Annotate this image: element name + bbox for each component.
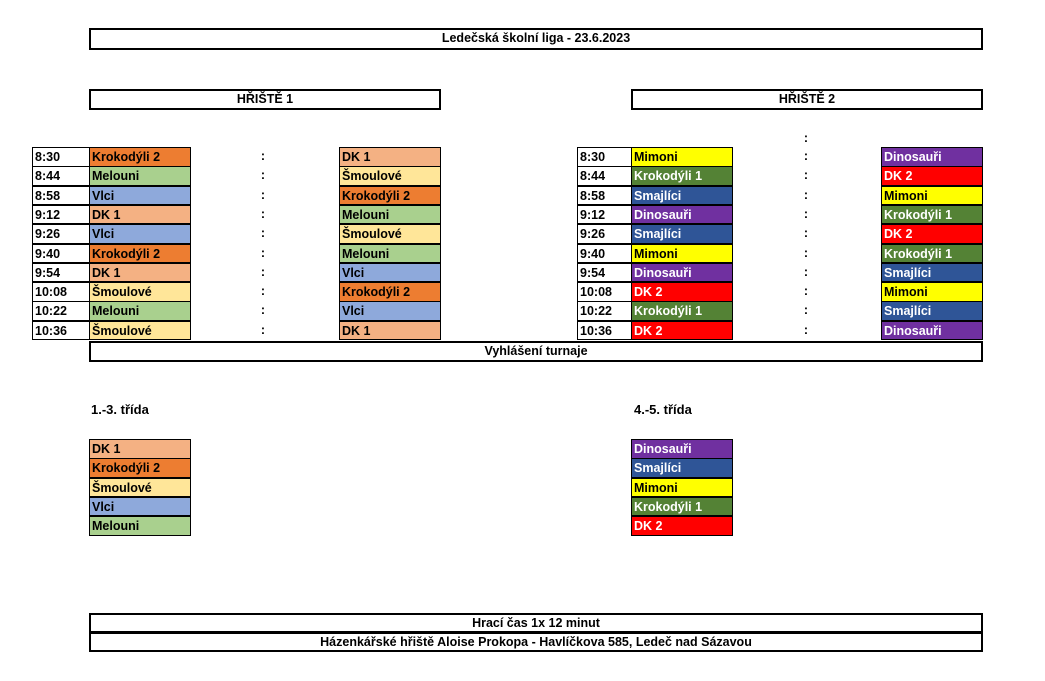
field1-match-separator: : [260, 206, 266, 221]
page-title: Ledečská školní liga - 23.6.2023 [89, 28, 983, 50]
field2-match-separator: : [803, 264, 809, 279]
field2-match-away-team: Mimoni [881, 282, 983, 302]
field1-match-away-team: Šmoulové [339, 166, 441, 186]
field2-match-time: 8:30 [577, 147, 635, 167]
group1-team: DK 1 [89, 439, 191, 459]
field2-match-separator: : [803, 149, 809, 163]
field1-match-home-team: Melouni [89, 301, 191, 321]
field1-match-time: 8:58 [32, 186, 90, 206]
field1-header: HŘIŠTĚ 1 [89, 89, 441, 110]
group1-team: Šmoulové [89, 478, 191, 498]
field2-match-away-team: Krokodýli 1 [881, 205, 983, 225]
field2-match-separator: : [803, 284, 809, 299]
field1-match-away-team: Šmoulové [339, 224, 441, 244]
field1-match-time: 10:22 [32, 301, 90, 321]
field1-match-separator: : [260, 187, 266, 202]
group1-team: Vlci [89, 497, 191, 517]
field2-match-time: 8:58 [577, 186, 635, 206]
field2-match-home-team: Mimoni [631, 147, 733, 167]
group2-team: Mimoni [631, 478, 733, 498]
field1-match-home-team: Šmoulové [89, 282, 191, 302]
field1-match-away-team: Krokodýli 2 [339, 282, 441, 302]
field1-match-home-team: Melouni [89, 166, 191, 186]
field1-match-home-team: DK 1 [89, 263, 191, 283]
group2-team: Dinosauři [631, 439, 733, 459]
field1-match-away-team: Vlci [339, 263, 441, 283]
field2-match-time: 9:12 [577, 205, 635, 225]
group1-title: 1.-3. třída [91, 402, 149, 417]
field2-match-home-team: Dinosauři [631, 263, 733, 283]
field2-header: HŘIŠTĚ 2 [631, 89, 983, 110]
field2-match-away-team: Smajlíci [881, 263, 983, 283]
venue-bar: Házenkářské hřiště Aloise Prokopa - Havlíčkova 585, Ledeč nad Sázavou [89, 632, 983, 652]
group2-team: Smajlíci [631, 458, 733, 478]
field2-match-away-team: Krokodýli 1 [881, 244, 983, 264]
field2-match-separator: : [803, 226, 809, 241]
field1-match-home-team: Krokodýli 2 [89, 244, 191, 264]
group2-team: DK 2 [631, 516, 733, 536]
field2-match-time: 9:54 [577, 263, 635, 283]
group1-team: Melouni [89, 516, 191, 536]
field1-match-home-team: DK 1 [89, 205, 191, 225]
field2-match-time: 8:44 [577, 166, 635, 186]
field1-match-away-team: Melouni [339, 244, 441, 264]
field2-match-away-team: Mimoni [881, 186, 983, 206]
field1-match-time: 8:30 [32, 147, 90, 167]
field1-match-home-team: Krokodýli 2 [89, 147, 191, 167]
field1-match-time: 10:36 [32, 321, 90, 341]
field2-match-away-team: Dinosauři [881, 147, 983, 167]
group2-title: 4.-5. třída [634, 402, 692, 417]
field1-match-time: 9:12 [32, 205, 90, 225]
play-time-bar: Hrací čas 1x 12 minut [89, 613, 983, 633]
field1-match-separator: : [260, 303, 266, 318]
field2-match-home-team: DK 2 [631, 282, 733, 302]
field2-match-separator: : [803, 187, 809, 202]
field1-match-home-team: Vlci [89, 186, 191, 206]
field1-match-away-team: Vlci [339, 301, 441, 321]
field1-match-time: 10:08 [32, 282, 90, 302]
field1-match-time: 8:44 [32, 166, 90, 186]
field1-match-home-team: Šmoulové [89, 321, 191, 341]
announcement-bar: Vyhlášení turnaje [89, 341, 983, 362]
field2-match-home-team: Smajlíci [631, 186, 733, 206]
field2-match-home-team: Dinosauři [631, 205, 733, 225]
field2-match-separator: : [803, 168, 809, 183]
field1-match-time: 9:40 [32, 244, 90, 264]
field1-match-separator: : [260, 264, 266, 279]
field1-match-away-team: Krokodýli 2 [339, 186, 441, 206]
field2-match-time: 10:36 [577, 321, 635, 341]
field1-match-separator: : [260, 226, 266, 241]
field1-match-separator: : [260, 168, 266, 183]
field2-match-home-team: Krokodýli 1 [631, 166, 733, 186]
group2-team: Krokodýli 1 [631, 497, 733, 517]
field2-match-separator: : [803, 322, 809, 337]
field2-match-home-team: Krokodýli 1 [631, 301, 733, 321]
field2-match-time: 9:40 [577, 244, 635, 264]
field2-match-home-team: Mimoni [631, 244, 733, 264]
field1-match-separator: : [260, 322, 266, 337]
field1-match-separator: : [260, 149, 266, 163]
field2-match-separator: : [803, 303, 809, 318]
field1-match-home-team: Vlci [89, 224, 191, 244]
field1-match-separator: : [260, 245, 266, 260]
field2-match-separator: : [803, 206, 809, 221]
field2-match-away-team: Dinosauři [881, 321, 983, 341]
field2-match-away-team: DK 2 [881, 224, 983, 244]
field1-match-away-team: Melouni [339, 205, 441, 225]
field2-match-away-team: DK 2 [881, 166, 983, 186]
field2-extra-separator: : [803, 131, 809, 145]
field2-match-time: 10:22 [577, 301, 635, 321]
group1-team: Krokodýli 2 [89, 458, 191, 478]
field2-match-time: 10:08 [577, 282, 635, 302]
field2-match-separator: : [803, 245, 809, 260]
field1-match-time: 9:54 [32, 263, 90, 283]
field2-match-away-team: Smajlíci [881, 301, 983, 321]
field1-match-away-team: DK 1 [339, 321, 441, 341]
field2-match-time: 9:26 [577, 224, 635, 244]
field1-match-separator: : [260, 284, 266, 299]
field1-match-time: 9:26 [32, 224, 90, 244]
field2-match-home-team: DK 2 [631, 321, 733, 341]
field2-match-home-team: Smajlíci [631, 224, 733, 244]
field1-match-away-team: DK 1 [339, 147, 441, 167]
